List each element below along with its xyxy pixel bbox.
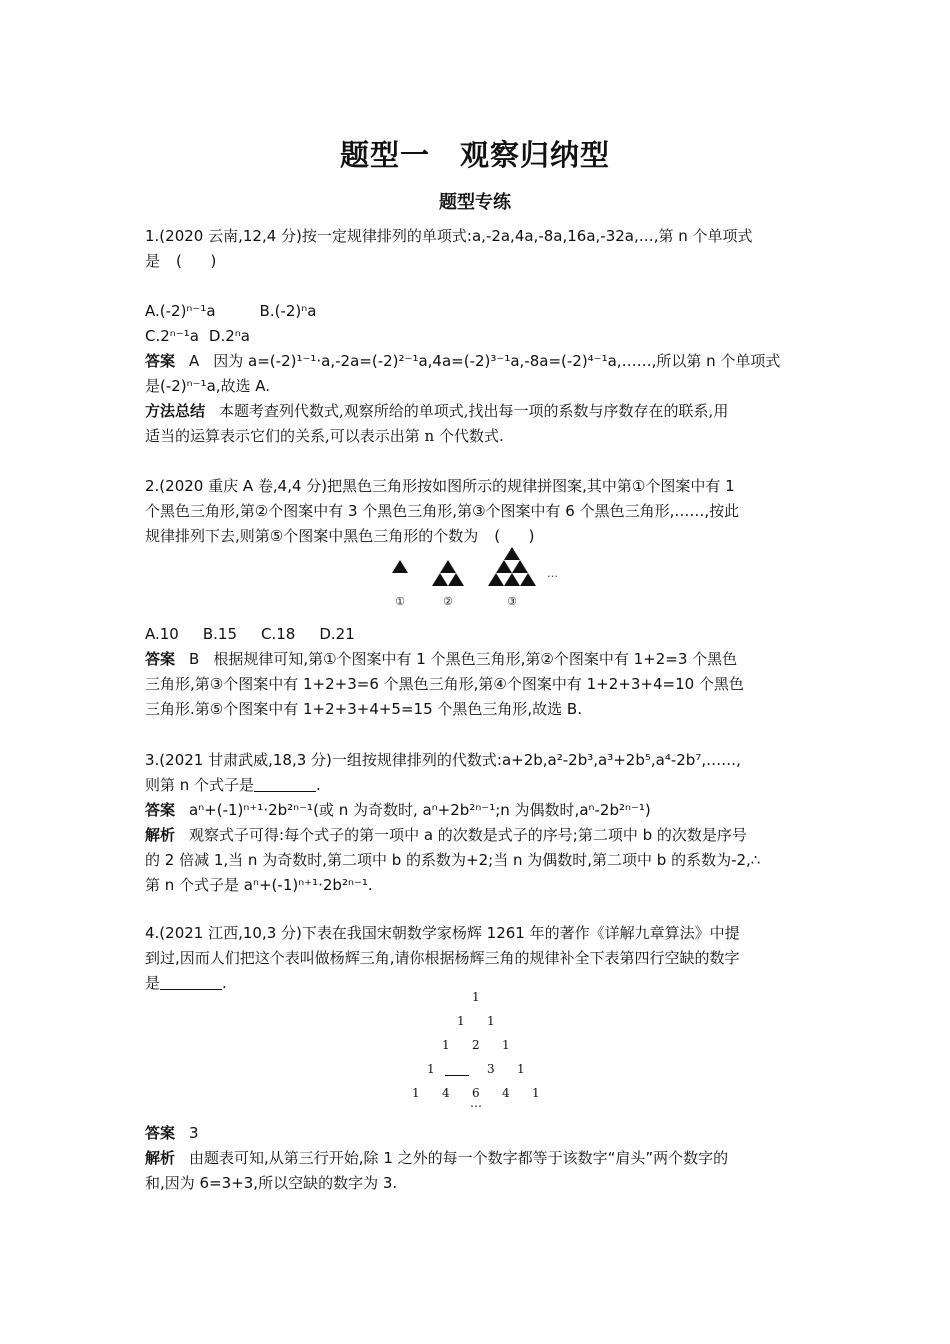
q3-answer xyxy=(145,798,810,823)
pascal-r2-c2: 1 xyxy=(487,1014,495,1028)
q1-method-line1: 本题考查列代数式,观察所给的单项式,找出每一项的系数与序数存在的联系,用 xyxy=(219,402,729,420)
pascal-r1-c1: 1 xyxy=(472,990,480,1004)
q4-answer-label: 答案 xyxy=(145,1124,176,1142)
q3-blank xyxy=(254,777,316,792)
pascal-r4-c3: 3 xyxy=(487,1062,495,1076)
q1-options-row1 xyxy=(145,299,810,324)
q4-blank xyxy=(160,975,222,990)
fig-ellipsis: … xyxy=(547,567,558,580)
q1-option-b: B.(-2)ⁿa xyxy=(259,302,317,320)
pattern3-triangle-top xyxy=(504,547,520,560)
question-3 xyxy=(145,748,810,898)
q2-stem-line2: 个黑色三角形,第②个图案中有 3 个黑色三角形,第③个图案中有 6 个黑色三角形,……,按此 xyxy=(145,502,740,520)
q3-analysis-line3: 第 n 个式子是 aⁿ+(-1)ⁿ⁺¹·2b²ⁿ⁻¹. xyxy=(145,876,373,894)
q2-option-b: B.15 xyxy=(202,625,238,643)
q1-option-a: A.(-2)ⁿ⁻¹a xyxy=(145,302,216,320)
q3-stem-line2: 则第 n 个式子是 . xyxy=(145,776,321,794)
pascal-r2-c1: 1 xyxy=(457,1014,465,1028)
q1-option-d: D.2ⁿa xyxy=(208,327,250,345)
q1-method-line2: 适当的运算表示它们的关系,可以表示出第 n 个代数式. xyxy=(145,427,504,445)
q1-stem-line1: 1.(2020 云南,12,4 分)按一定规律排列的单项式:a,-2a,4a,-8a,16a,-32a,…,第 n 个单项式 xyxy=(145,227,753,245)
q3-stem-line2-text: 则第 n 个式子是 xyxy=(145,776,255,794)
pascal-r4-blank xyxy=(445,1062,469,1076)
q1-method xyxy=(145,399,810,424)
q2-triangle-figure xyxy=(385,543,565,611)
q4-answer xyxy=(145,1121,810,1146)
q4-analysis-line2: 和,因为 6=3+3,所以空缺的数字为 3. xyxy=(145,1174,398,1192)
pascal-r5-c5: 1 xyxy=(532,1086,540,1100)
pattern2-triangle-right xyxy=(448,573,464,586)
pascal-r3-c2: 2 xyxy=(472,1038,480,1052)
question-2 xyxy=(145,474,810,549)
q1-answer-label: 答案 xyxy=(145,352,176,370)
pattern2-triangle-left xyxy=(432,573,448,586)
q4-analysis-line1: 由题表可知,从第三行开始,除 1 之外的每一个数字都等于该数字“肩头”两个数字的 xyxy=(189,1149,729,1167)
pascal-triangle xyxy=(400,990,560,1108)
q3-analysis-line1: 观察式子可得:每个式子的第一项中 a 的次数是式子的序号;第二项中 b 的次数是序号 xyxy=(189,826,747,844)
q1-answer-letter: A xyxy=(189,352,200,370)
q4-stem-line3: 是 . xyxy=(145,974,227,992)
q3-analysis-line2: 的 2 倍减 1,当 n 为奇数时,第二项中 b 的系数为+2;当 n 为偶数时,第二项中 b 的系数为-2,∴ xyxy=(145,851,761,869)
pattern1-triangle xyxy=(392,560,408,573)
q2-stem-line3-text: 规律排列下去,则第⑤个图案中黑色三角形的个数为 xyxy=(145,527,479,545)
q2-answer xyxy=(145,647,810,672)
q2-answer-label: 答案 xyxy=(145,650,176,668)
pascal-r3-c3: 1 xyxy=(502,1038,510,1052)
pascal-r5-c2: 4 xyxy=(442,1086,450,1100)
q2-answer-line2: 三角形,第③个图案中有 1+2+3=6 个黑色三角形,第④个图案中有 1+2+3+4=10 个黑色 xyxy=(145,675,744,693)
q3-answer-label: 答案 xyxy=(145,801,176,819)
q1-answer-line2: 是(-2)ⁿ⁻¹a,故选 A. xyxy=(145,377,271,395)
question-1 xyxy=(145,224,810,274)
q2-answer-letter: B xyxy=(189,650,200,668)
q4-stem-line2: 到过,因而人们把这个表叫做杨辉三角,请你根据杨辉三角的规律补全下表第四行空缺的数字 xyxy=(145,949,740,967)
q4-analysis-label: 解析 xyxy=(145,1149,176,1167)
pascal-ellipsis: … xyxy=(470,1096,482,1110)
q2-option-d: D.21 xyxy=(319,625,355,643)
q4-stem-line3-text: 是 xyxy=(145,974,161,992)
q3-analysis-label: 解析 xyxy=(145,826,176,844)
q4-answer-block xyxy=(145,1121,810,1196)
pattern2-triangle-top xyxy=(440,560,456,573)
q1-answer xyxy=(145,349,810,374)
q2-answer-line3: 三角形.第⑤个图案中有 1+2+3+4+5=15 个黑色三角形,故选 B. xyxy=(145,700,582,718)
q1-stem-line2-text: 是 xyxy=(145,252,161,270)
q4-analysis xyxy=(145,1146,810,1171)
q4-stem-line1: 4.(2021 江西,10,3 分)下表在我国宋朝数学家杨辉 1261 年的著作《详解九章算法》中提 xyxy=(145,924,740,942)
page-subtitle: 题型专练 xyxy=(439,192,511,213)
pattern3-triangle-mid-left xyxy=(496,560,512,573)
fig-label-2: ② xyxy=(443,595,453,608)
pascal-r3-c1: 1 xyxy=(442,1038,450,1052)
pattern3-triangle-bot-right xyxy=(520,573,536,586)
q3-answer-text: aⁿ+(-1)ⁿ⁺¹·2b²ⁿ⁻¹(或 n 为奇数时, aⁿ+2b²ⁿ⁻¹;n 为偶数时,aⁿ-2b²ⁿ⁻¹) xyxy=(189,801,651,819)
pascal-r4-c1: 1 xyxy=(427,1062,435,1076)
q3-stem-line1: 3.(2021 甘肃武威,18,3 分)一组按规律排列的代数式:a+2b,a²-2b³,a³+2b⁵,a⁴-2b⁷,……, xyxy=(145,751,741,769)
q1-options-row2 xyxy=(145,324,810,349)
q3-analysis xyxy=(145,823,810,848)
q2-options xyxy=(145,622,810,647)
fig-label-3: ③ xyxy=(507,595,517,608)
q1-answer-line1: 因为 a=(-2)¹⁻¹·a,-2a=(-2)²⁻¹a,4a=(-2)³⁻¹a,-8a=(-2)⁴⁻¹a,……,所以第 n 个单项式 xyxy=(213,352,781,370)
page-title: 题型一 观察归纳型 xyxy=(339,138,610,172)
pattern3-triangle-mid-right xyxy=(512,560,528,573)
q1-method-label: 方法总结 xyxy=(145,402,206,420)
q1-options xyxy=(145,299,810,449)
q2-option-c: C.18 xyxy=(261,625,296,643)
q2-option-a: A.10 xyxy=(145,625,179,643)
q2-options-and-answer xyxy=(145,622,810,722)
q1-option-c: C.2ⁿ⁻¹a xyxy=(145,327,199,345)
q4-answer-text: 3 xyxy=(189,1124,199,1142)
pascal-r5-c4: 4 xyxy=(502,1086,510,1100)
fig-label-1: ① xyxy=(395,595,405,608)
q2-answer-line1: 根据规律可知,第①个图案中有 1 个黑色三角形,第②个图案中有 1+2=3 个黑色 xyxy=(213,650,738,668)
q2-stem-line1: 2.(2020 重庆 A 卷,4,4 分)把黑色三角形按如图所示的规律拼图案,其中第①个图案中有 1 xyxy=(145,477,735,495)
q1-answer-paren: ( ) xyxy=(176,252,217,270)
pascal-r5-c3: 6 xyxy=(472,1086,480,1100)
q1-stem-line2 xyxy=(145,249,810,274)
pascal-r5-c1: 1 xyxy=(412,1086,420,1100)
pascal-r4-c4: 1 xyxy=(517,1062,525,1076)
pattern3-triangle-bot-mid xyxy=(504,573,520,586)
q2-answer-paren: ( ) xyxy=(494,527,535,545)
pattern3-triangle-bot-left xyxy=(488,573,504,586)
question-4 xyxy=(145,921,810,996)
